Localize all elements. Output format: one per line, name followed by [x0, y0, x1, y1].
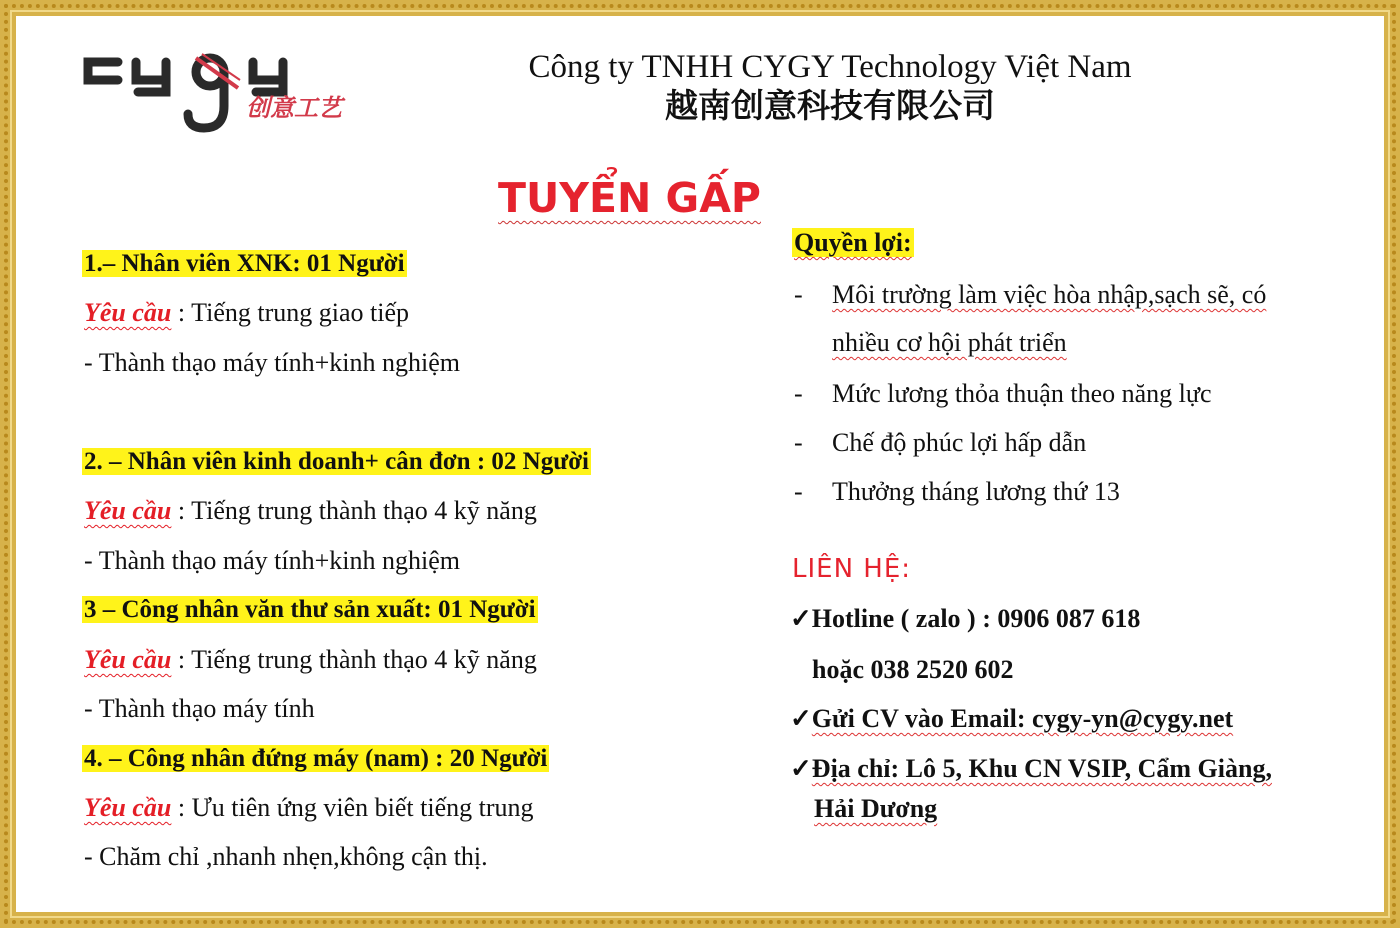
contact-address-cont: Hải Dương: [814, 794, 938, 823]
page-title: TUYỂN GẤP: [498, 174, 761, 222]
logo-cn-text: 创意工艺: [246, 94, 342, 122]
benefit-item-3: Chế độ phúc lợi hấp dẫn: [832, 428, 1087, 457]
benefit-bullet: -: [794, 428, 803, 457]
benefit-bullet: -: [794, 477, 803, 506]
contact-address: ✓Địa chỉ: Lô 5, Khu CN VSIP, Cẩm Giàng,: [790, 754, 1272, 783]
contact-hotline: ✓Hotline ( zalo ) : 0906 087 618: [790, 604, 1141, 633]
job-4-requirement: Yêu cầu : Ưu tiên ứng viên biết tiếng trung: [84, 793, 534, 822]
job-1-requirement: Yêu cầu : Tiếng trung giao tiếp: [84, 298, 410, 327]
job-3-heading: 3 – Công nhân văn thư sản xuất: 01 Người: [84, 596, 536, 623]
company-name-vn: Công ty TNHH CYGY Technology Việt Nam: [528, 49, 1132, 85]
company-name-cn: 越南创意科技有限公司: [665, 86, 995, 125]
job-2-detail: - Thành thạo máy tính+kinh nghiệm: [84, 546, 460, 575]
job-1-heading: 1.– Nhân viên XNK: 01 Người: [84, 250, 405, 277]
contact-hotline-alt: hoặc 038 2520 602: [812, 655, 1014, 684]
benefit-bullet: -: [794, 379, 803, 408]
check-icon: ✓: [790, 704, 812, 733]
contact-heading: LIÊN HỆ:: [792, 554, 912, 584]
benefit-item-1: Môi trường làm việc hòa nhập,sạch sẽ, có: [832, 280, 1267, 309]
benefit-item-4: Thưởng tháng lương thứ 13: [832, 477, 1120, 506]
job-4-detail: - Chăm chỉ ,nhanh nhẹn,không cận thị.: [84, 842, 488, 871]
benefits-heading: Quyền lợi:: [794, 228, 912, 257]
benefit-bullet: -: [794, 280, 803, 309]
check-icon: ✓: [790, 604, 812, 633]
company-logo: [78, 40, 378, 136]
company-name-block: [440, 48, 1220, 126]
benefit-item-1-cont: nhiều cơ hội phát triển: [832, 328, 1067, 357]
job-4-heading: 4. – Công nhân đứng máy (nam) : 20 Người: [84, 745, 548, 772]
benefit-item-2: Mức lương thỏa thuận theo năng lực: [832, 379, 1212, 408]
job-3-detail: - Thành thạo máy tính: [84, 694, 315, 723]
check-icon: ✓: [790, 754, 812, 783]
job-3-requirement: Yêu cầu : Tiếng trung thành thạo 4 kỹ năng: [84, 645, 537, 674]
contact-email: ✓Gửi CV vào Email: cygy-yn@cygy.net: [790, 704, 1234, 733]
job-1-detail: - Thành thạo máy tính+kinh nghiệm: [84, 348, 460, 377]
job-2-heading: 2. – Nhân viên kinh doanh+ cân đơn : 02 Người: [84, 448, 589, 475]
job-2-requirement: Yêu cầu : Tiếng trung thành thạo 4 kỹ năng: [84, 496, 537, 525]
